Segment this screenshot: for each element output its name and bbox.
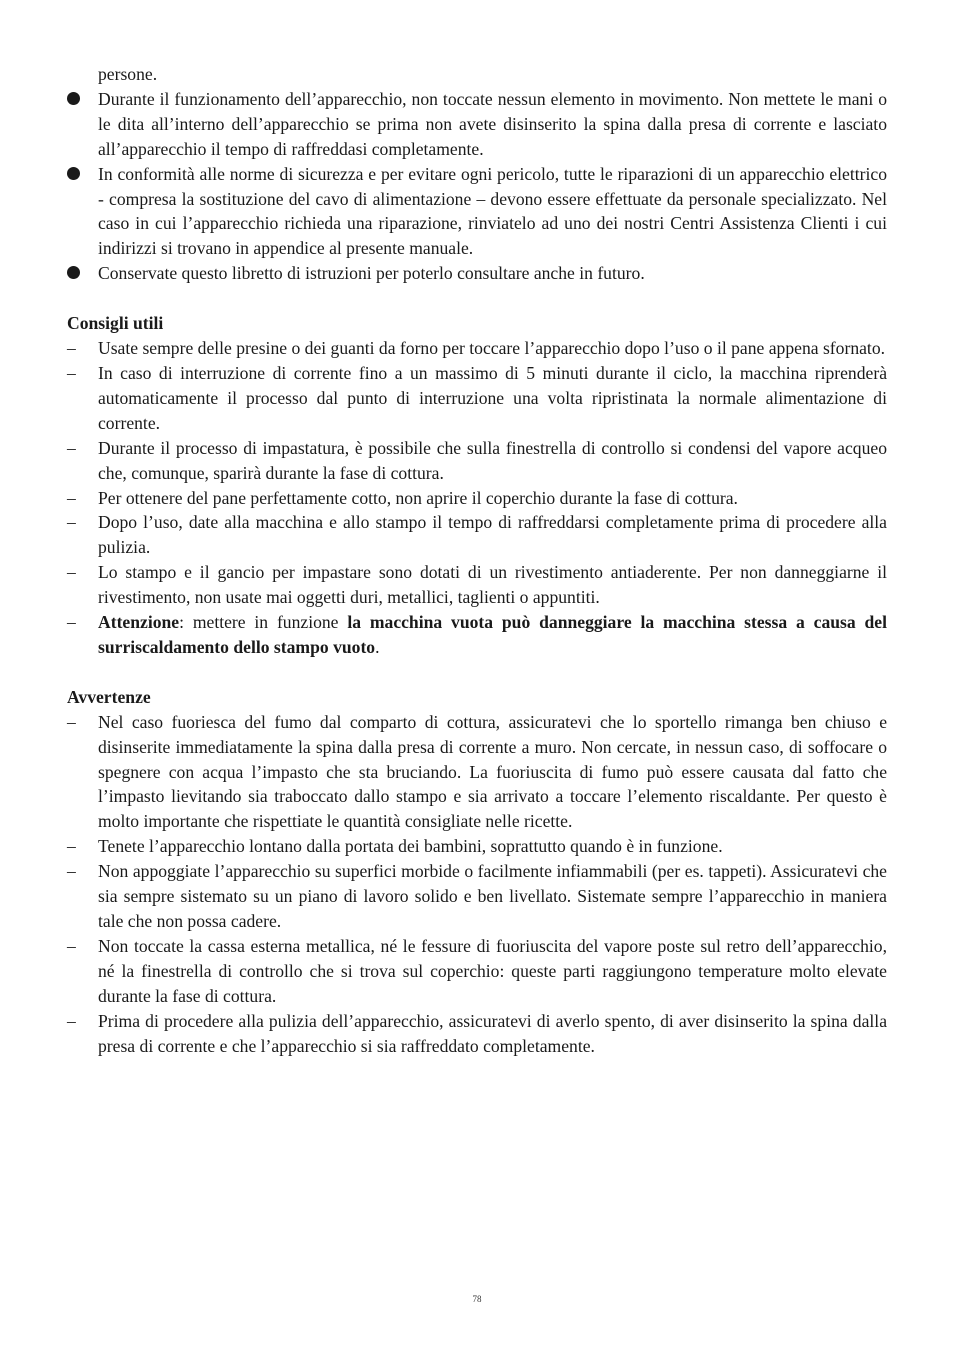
bullet-marker — [67, 87, 98, 112]
dash-item — [67, 486, 887, 511]
dash-item-text: Non toccate la cassa esterna metallica, né le fessure di fuoriuscita del vapore poste sul retro dell’apparecchio, né la finestrella di controllo che si trova sul coperchio: queste parti raggiungono temperature molto elevate durante la fase di cottura. — [98, 935, 887, 1006]
bullet-item — [67, 261, 887, 286]
continuation-text: persone. — [98, 64, 158, 84]
dash-item — [67, 510, 887, 560]
section-gap — [67, 286, 887, 311]
section-heading-avvertenze: Avvertenze — [67, 686, 151, 707]
dash-marker: – — [67, 512, 76, 533]
dash-item-text: Durante il processo di impastatura, è possibile che sulla finestrella di controllo si condensi del vapore acqueo che, comunque, sparirà durante la fase di cottura. — [98, 437, 887, 483]
bullet-text: In conformità alle norme di sicurezza e per evitare ogni pericolo, tutte le riparazioni di un apparecchio elettrico - compresa la sostituzione del cavo di alimentazione – devono essere effettuate da personale specializzato. Nel caso in cui l’apparecchio richieda una riparazione, rinviatelo ad uno dei nostri Centri Assistenza Clienti i cui indirizzi si trovano in appendice al presente manuale. — [98, 163, 887, 259]
attention-text: : mettere in funzione — [179, 612, 348, 633]
dash-marker: – — [67, 437, 76, 458]
dash-marker: – — [67, 1010, 76, 1031]
bullet-dot-icon — [67, 167, 80, 180]
bullet-item — [67, 87, 887, 162]
attention-warning: la macchina vuota può danneggiare la macchina stessa a causa del surriscaldamento dello stampo vuoto — [98, 612, 888, 657]
dash-marker: – — [67, 935, 76, 956]
page-number: 78 — [472, 1294, 482, 1304]
dash-item — [67, 710, 887, 835]
bullet-item — [67, 162, 887, 262]
dash-item-text: Prima di procedere alla pulizia dell’apparecchio, assicuratevi di averlo spento, di aver disinserito la spina dalla presa di corrente e che l’apparecchio si sia raffreddato completamente. — [98, 1010, 887, 1056]
bullet-dot-icon — [67, 266, 80, 279]
dash-item-text: Tenete l’apparecchio lontano dalla portata dei bambini, soprattutto quando è in funzione. — [98, 836, 723, 857]
dash-item-text: Lo stampo e il gancio per impastare sono dotati di un rivestimento antiaderente. Per non danneggiarne il rivestimento, non usate mai oggetti duri, metallici, taglienti o appuntiti. — [98, 562, 887, 608]
dash-item — [67, 834, 887, 859]
dash-item — [67, 859, 887, 934]
dash-marker: – — [67, 338, 76, 359]
dash-marker: – — [67, 362, 76, 383]
section-heading-consigli: Consigli utili — [67, 313, 164, 334]
dash-item-text: Non appoggiate l’apparecchio su superfici morbide o facilmente infiammabili (per es. tappeti). Assicuratevi che sia sempre sistemato su un piano di lavoro solido e ben livellato. Sistemate sempre l’apparecchio in maniera tale che non possa cadere. — [98, 861, 887, 931]
dash-marker: – — [67, 562, 76, 583]
dash-item — [67, 1009, 887, 1059]
document-page — [67, 62, 887, 1058]
dash-marker: – — [67, 836, 76, 857]
dash-item-text: In caso di interruzione di corrente fino a un massimo di 5 minuti durante il ciclo, la macchina riprenderà automaticamente il processo dal punto di interruzione una volta ripristinata la normale alimentazione di corrente. — [98, 362, 887, 433]
dash-marker: – — [67, 612, 76, 633]
dash-item — [67, 560, 887, 610]
bullet-continuation — [67, 62, 887, 87]
dash-item-text: Per ottenere del pane perfettamente cotto, non aprire il coperchio durante la fase di cottura. — [98, 487, 738, 508]
bullet-marker — [67, 162, 98, 187]
dash-item — [67, 361, 887, 436]
dash-item-text: Dopo l’uso, date alla macchina e allo stampo il tempo di raffreddarsi completamente prima di procedere alla pulizia. — [98, 512, 887, 558]
bullet-text: Conservate questo libretto di istruzioni per poterlo consultare anche in futuro. — [98, 263, 645, 284]
dash-marker: – — [67, 861, 76, 882]
bullet-dot-icon — [67, 92, 80, 105]
bullet-marker — [67, 261, 98, 286]
dash-item — [67, 436, 887, 486]
dash-item-attention — [67, 610, 887, 660]
section-gap — [67, 660, 887, 685]
dash-marker: – — [67, 487, 76, 508]
attention-label: Attenzione — [98, 612, 180, 633]
bullet-text: Durante il funzionamento dell’apparecchio, non toccate nessun elemento in movimento. Non mettete le mani o le dita all’interno dell’apparecchio se prima non avete disinserito la spina dalla presa di corrente e lasciato all’apparecchio il tempo di raffreddasi completamente. — [98, 88, 887, 159]
attention-end: . — [375, 636, 380, 657]
dash-item — [67, 336, 887, 361]
dash-marker: – — [67, 711, 76, 732]
dash-item-text: Nel caso fuoriesca del fumo dal comparto di cottura, assicuratevi che lo sportello rimanga ben chiuso e disinserite immediatamente la spina dalla presa di corrente a muro. Non cercate, in nessun caso, di soffocare o spegnere con acqua l’impasto che sta bruciando. La fuoriuscita di fumo può essere causata dal fatto che l’impasto lievitando sia traboccato dallo stampo e sia arrivato a toccare l’elemento riscaldante. Per questo è molto importante che rispettiate le quantità consigliate nelle ricette. — [98, 711, 887, 832]
dash-item — [67, 934, 887, 1009]
dash-item-text: Usate sempre delle presine o dei guanti da forno per toccare l’apparecchio dopo l’uso o il pane appena sfornato. — [98, 338, 886, 359]
